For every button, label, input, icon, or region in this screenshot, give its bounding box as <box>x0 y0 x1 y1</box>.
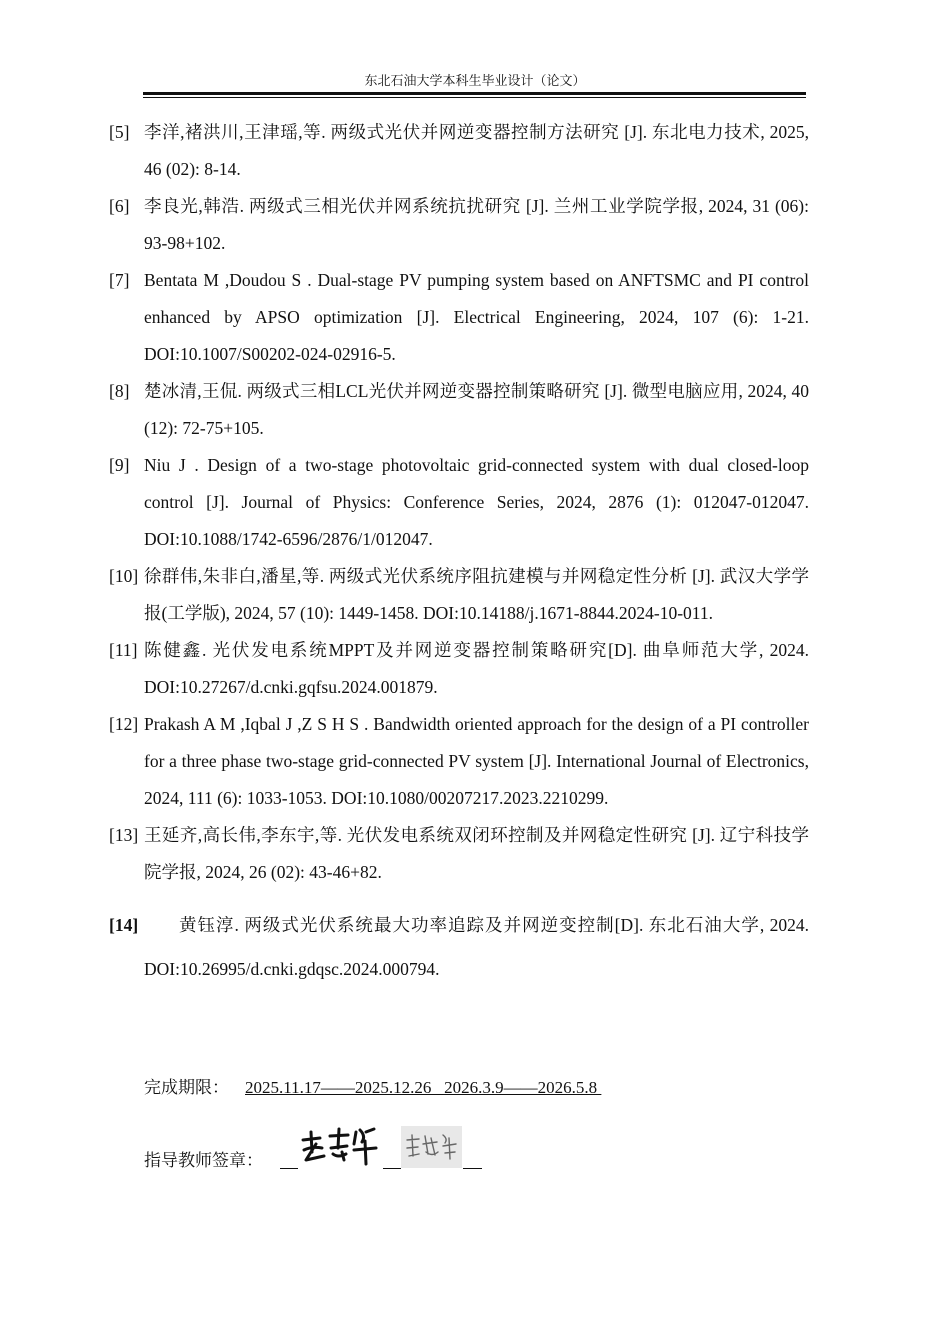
reference-text: Bentata M ,Doudou S . Dual-stage PV pumping system based on ANFTSMC and PI control enhanced by APSO optimization [J]. Electrical Engineering, 2024, 107 (6): 1-21. DOI:10.1007/S00202-024-02916-5. <box>144 270 809 364</box>
reference-text: 黄钰淳. 两级式光伏系统最大功率追踪及并网逆变控制[D]. 东北石油大学, 2024. DOI:10.26995/d.cnki.gdqsc.2024.000794. <box>144 915 809 979</box>
completion-label: 完成期限： <box>144 1078 229 1098</box>
signature-blank <box>383 1168 401 1169</box>
reference-number: [5] <box>109 122 130 142</box>
reference-text: 李洋,褚洪川,王津瑶,等. 两级式光伏并网逆变器控制方法研究 [J]. 东北电力技术, 2025, 46 (02): 8-14. <box>144 122 809 179</box>
reference-number: [8] <box>109 381 130 401</box>
reference-text: 徐群伟,朱非白,潘星,等. 两级式光伏系统序阻抗建模与并网稳定性分析 [J]. 武汉大学学报(工学版), 2024, 57 (10): 1449-1458. DOI:10.14188/j.1671-8844.2024-10-011. <box>144 566 809 623</box>
page-header: 东北石油大学本科生毕业设计（论文） <box>364 74 586 89</box>
reference-text: Niu J . Design of a two-stage photovoltaic grid-connected system with dual closed-loop control [J]. Journal of Physics: Conference Series, 2024, 2876 (1): 012047-012047. DOI:10.1088/1742-6596/2876/1/012047. <box>144 455 809 549</box>
reference-text: Prakash A M ,Iqbal J ,Z S H S . Bandwidth oriented approach for the design of a PI controller for a three phase two-stage grid-connected PV system [J]. International Journal of Electronics, 2024, 111 (6): 1033-1053. DOI:10.1080/00207217.2023.2210299. <box>144 714 809 808</box>
header-rule-thin <box>143 97 806 98</box>
reference-text: 陈健鑫. 光伏发电系统MPPT及并网逆变器控制策略研究[D]. 曲阜师范大学, 2024. DOI:10.27267/d.cnki.gqfsu.2024.001879. <box>144 640 809 697</box>
reference-item <box>109 817 809 891</box>
reference-number: [11] <box>109 640 138 660</box>
reference-number: [13] <box>109 825 139 845</box>
reference-item <box>109 114 809 188</box>
reference-item <box>109 706 809 817</box>
reference-number: [14] <box>109 915 139 935</box>
completion-period <box>144 1073 601 1098</box>
reference-number: [6] <box>109 196 130 216</box>
reference-text: 李良光,韩浩. 两级式三相光伏并网系统抗扰研究 [J]. 兰州工业学院学报, 2024, 31 (06): 93-98+102. <box>144 196 809 253</box>
reference-text: 楚冰清,王侃. 两级式三相LCL光伏并网逆变器控制策略研究 [J]. 微型电脑应用, 2024, 40 (12): 72-75+105. <box>144 381 809 438</box>
reference-item <box>109 188 809 262</box>
reference-number: [9] <box>109 455 130 475</box>
reference-number: [10] <box>109 566 139 586</box>
signature-stamp <box>401 1126 462 1168</box>
signature-label: 指导教师签章： <box>144 1151 263 1171</box>
reference-item-last <box>109 903 809 991</box>
reference-item <box>109 558 809 632</box>
reference-item <box>109 447 809 558</box>
reference-number: [12] <box>109 714 139 734</box>
handwritten-signature-1 <box>300 1126 380 1171</box>
signature-blank <box>280 1168 298 1169</box>
signature-blank <box>463 1168 482 1169</box>
completion-value: 2025.11.17——2025.12.26 2026.3.9——2026.5.8 <box>245 1078 602 1097</box>
header-rule-thick <box>143 92 806 95</box>
reference-list <box>109 114 809 991</box>
reference-text: 王延齐,高长伟,李东宇,等. 光伏发电系统双闭环控制及并网稳定性研究 [J]. 辽宁科技学院学报, 2024, 26 (02): 43-46+82. <box>144 825 809 882</box>
reference-item <box>109 262 809 373</box>
reference-number: [7] <box>109 270 130 290</box>
reference-item <box>109 373 809 447</box>
reference-item <box>109 632 809 706</box>
